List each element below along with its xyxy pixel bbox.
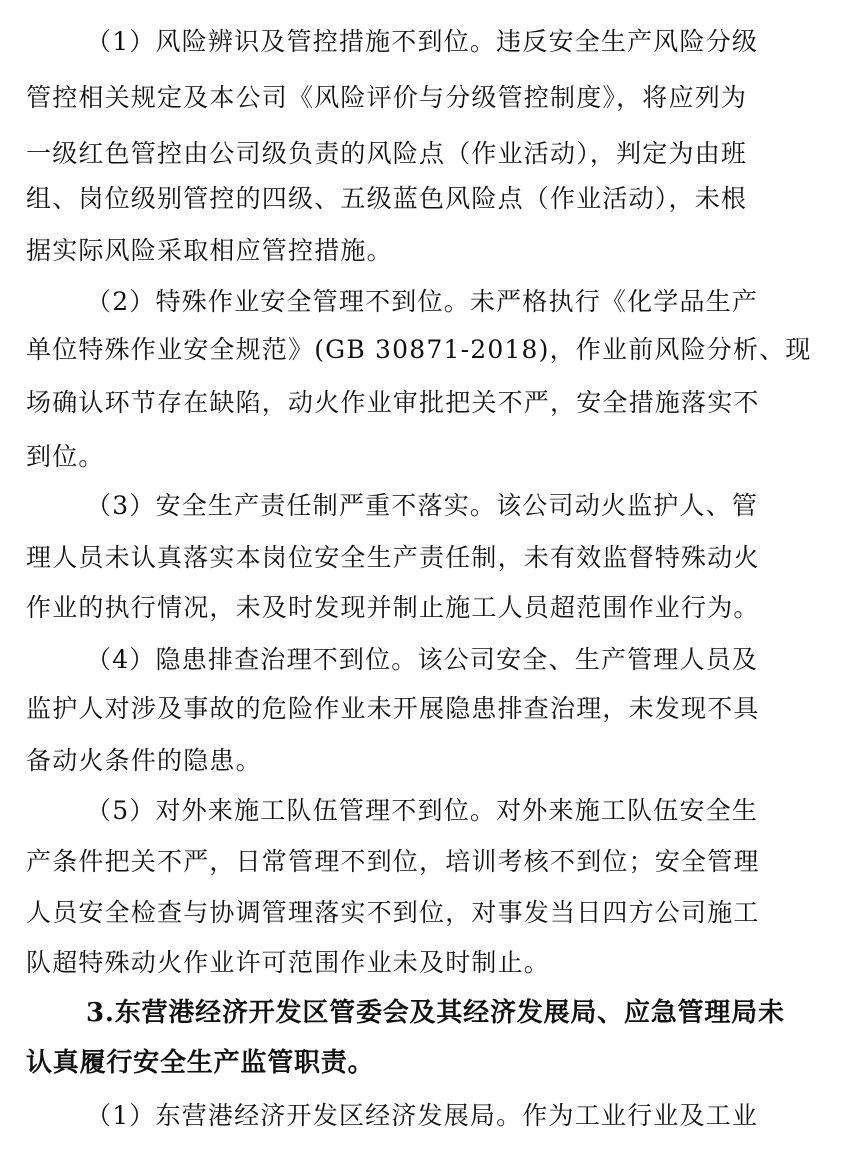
text-line: （3）安全生产责任制严重不落实。该公司动火监护人、管 [86, 491, 759, 520]
text-line: 据实际风险采取相应管控措施。 [26, 236, 393, 265]
text-line: （4）隐患排查治理不到位。该公司安全、生产管理人员及 [86, 645, 759, 674]
heading-line: 认真履行安全生产监管职责。 [26, 1048, 375, 1078]
text-line: 理人员未认真落实本岗位安全生产责任制，未有效监督特殊动火 [26, 543, 760, 572]
heading-line: 3.东营港经济开发区管委会及其经济发展局、应急管理局未 [86, 998, 785, 1028]
text-line: 场确认环节存在缺陷，动火作业审批把关不严，安全措施落实不 [26, 388, 760, 417]
text-line: （5）对外来施工队伍管理不到位。对外来施工队伍安全生 [86, 796, 759, 825]
text-line: 单位特殊作业安全规范》(GB 30871-2018)，作业前风险分析、现 [26, 335, 812, 364]
text-line: 人员安全检查与协调管理落实不到位，对事发当日四方公司施工 [26, 898, 760, 927]
text-line: 监护人对涉及事故的危险作业未开展隐患排查治理，未发现不具 [26, 694, 760, 723]
text-line: 产条件把关不严，日常管理不到位，培训考核不到位；安全管理 [26, 847, 760, 876]
text-line: 组、岗位级别管控的四级、五级蓝色风险点（作业活动），未根 [26, 184, 748, 213]
text-line: （2）特殊作业安全管理不到位。未严格执行《化学品生产 [86, 287, 759, 316]
text-line: 作业的执行情况，未及时发现并制止施工人员超范围作业行为。 [26, 593, 760, 622]
text-line: （1）风险辨识及管控措施不到位。违反安全生产风险分级 [86, 27, 759, 56]
text-line: 到位。 [26, 442, 105, 471]
text-line: 管控相关规定及本公司《风险评价与分级管控制度》，将应列为 [26, 83, 748, 112]
text-line: 队超特殊动火作业许可范围作业未及时制止。 [26, 948, 551, 977]
text-line: 一级红色管控由公司级负责的风险点（作业活动），判定为由班 [26, 139, 748, 168]
text-line: 备动火条件的隐患。 [26, 746, 262, 775]
text-line: （1）东营港经济开发区经济发展局。作为工业行业及工业 [86, 1101, 759, 1130]
